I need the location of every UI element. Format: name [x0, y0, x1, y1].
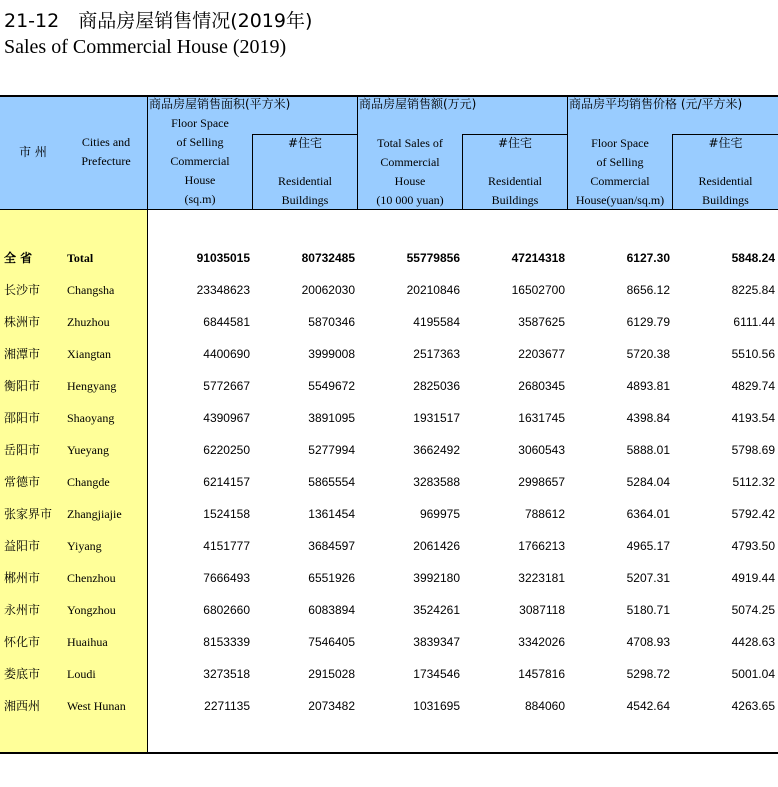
header-area-res-cn: #住宅 — [287, 136, 323, 150]
cell-sales-res: 2203677 — [518, 347, 565, 361]
cell-price-total: 5888.01 — [626, 443, 670, 457]
header-sales-res-en: Residential Buildings — [488, 174, 542, 207]
table-row — [0, 498, 778, 530]
cell-area-total: 6220250 — [203, 443, 250, 457]
row-city-cn: 张家界市 — [4, 507, 53, 521]
row-city-en: Yongzhou — [67, 603, 116, 617]
cell-area-total: 6844581 — [203, 315, 250, 329]
row-city-en: Huaihua — [67, 635, 108, 649]
cell-area-res: 6551926 — [308, 571, 355, 585]
cell-area-res: 20062030 — [301, 283, 355, 297]
cell-price-res: 5074.25 — [731, 603, 775, 617]
cell-sales-total: 3524261 — [413, 603, 460, 617]
cell-price-res: 4829.74 — [731, 379, 775, 393]
cell-area-total: 23348623 — [196, 283, 250, 297]
table-row — [0, 530, 778, 562]
cell-price-total: 5298.72 — [626, 667, 670, 681]
cell-price-res: 5112.32 — [732, 475, 775, 489]
cell-sales-total: 20210846 — [406, 283, 460, 297]
row-city-cn: 湘西州 — [4, 699, 41, 713]
row-city-cn: 湘潭市 — [4, 347, 41, 361]
row-city-en: Loudi — [67, 667, 96, 681]
cell-price-res: 4793.50 — [731, 539, 775, 553]
cell-price-res: 5792.42 — [731, 507, 775, 521]
cell-area-res: 3999008 — [308, 347, 355, 361]
table-row — [0, 562, 778, 594]
cell-sales-total: 3283588 — [413, 475, 460, 489]
cell-sales-res: 47214318 — [511, 251, 565, 265]
row-city-en: West Hunan — [67, 699, 126, 713]
cell-sales-total: 3662492 — [413, 443, 460, 457]
cell-sales-res: 3587625 — [518, 315, 565, 329]
row-city-en: Chenzhou — [67, 571, 116, 585]
header-price-res-cn: #住宅 — [708, 136, 743, 150]
cell-area-total: 7666493 — [203, 571, 250, 585]
cell-area-total: 4400690 — [203, 347, 250, 361]
cell-area-total: 6802660 — [203, 603, 250, 617]
cell-sales-res: 3060543 — [518, 443, 565, 457]
row-city-en: Zhuzhou — [67, 315, 110, 329]
cell-area-res: 5870346 — [308, 315, 355, 329]
cell-sales-total: 3992180 — [413, 571, 460, 585]
row-city-en: Xiangtan — [67, 347, 111, 361]
cell-price-res: 5510.56 — [731, 347, 775, 361]
cell-sales-total: 1931517 — [413, 411, 460, 425]
cell-price-total: 4893.81 — [626, 379, 670, 393]
cell-price-total: 5284.04 — [626, 475, 670, 489]
cell-area-res: 6083894 — [308, 603, 355, 617]
row-city-cn: 邵阳市 — [4, 411, 41, 425]
cell-price-total: 5180.71 — [626, 603, 670, 617]
cell-sales-total: 1734546 — [413, 667, 460, 681]
row-city-en: Hengyang — [67, 379, 117, 393]
table-row — [0, 626, 778, 658]
cell-price-total: 8656.12 — [626, 283, 670, 297]
cell-sales-res: 2998657 — [518, 475, 565, 489]
cell-sales-res: 3223181 — [518, 571, 565, 585]
cell-price-res: 4193.54 — [731, 411, 775, 425]
header-price-res-en: Residential Buildings — [698, 174, 753, 207]
cell-area-res: 5277994 — [308, 443, 355, 457]
cell-area-res: 1361454 — [308, 507, 355, 521]
row-city-en: Shaoyang — [67, 411, 115, 425]
header-sales-group: 商品房屋销售额(万元) — [359, 97, 477, 111]
table-row — [0, 594, 778, 626]
cell-price-total: 6127.30 — [626, 251, 670, 265]
row-city-en: Changde — [67, 475, 110, 489]
cell-sales-total: 3839347 — [413, 635, 460, 649]
table-row — [0, 658, 778, 690]
cell-area-total: 8153339 — [203, 635, 250, 649]
cell-price-total: 4398.84 — [626, 411, 670, 425]
cell-area-res: 3891095 — [308, 411, 355, 425]
row-city-cn: 全 省 — [4, 251, 33, 265]
cell-sales-total: 969975 — [419, 507, 460, 521]
cell-price-res: 4919.44 — [731, 571, 775, 585]
cell-price-res: 8225.84 — [731, 283, 775, 297]
page-title-cn: 21-12 商品房屋销售情况(2019年) — [4, 10, 313, 32]
row-city-cn: 岳阳市 — [4, 443, 41, 457]
header-sales-res-cn: #住宅 — [497, 136, 533, 150]
cell-sales-total: 55779856 — [406, 251, 460, 265]
cell-price-total: 6364.01 — [626, 507, 670, 521]
cell-price-res: 5848.24 — [731, 251, 775, 265]
row-city-en: Yueyang — [67, 443, 109, 457]
table-row — [0, 402, 778, 434]
cell-price-res: 4428.63 — [731, 635, 775, 649]
cell-area-total: 3273518 — [203, 667, 250, 681]
cell-sales-res: 3342026 — [518, 635, 565, 649]
cell-price-res: 6111.44 — [733, 315, 775, 329]
cell-sales-res: 1766213 — [518, 539, 565, 553]
cell-price-res: 5001.04 — [731, 667, 775, 681]
header-city-en: Cities and Prefecture — [81, 135, 131, 168]
cell-sales-total: 2825036 — [413, 379, 460, 393]
header-price-total: Floor Space of Selling Commercial House(yuan/sq.m) — [575, 136, 665, 207]
row-city-cn: 益阳市 — [4, 539, 41, 553]
header-sales-total: Total Sales of Commercial House (10 000 yuan) — [376, 136, 444, 207]
cell-sales-total: 2517363 — [413, 347, 460, 361]
cell-sales-res: 788612 — [524, 507, 565, 521]
table-bottom-rule — [0, 752, 778, 754]
table-row — [0, 242, 778, 274]
cell-area-total: 91035015 — [196, 251, 250, 265]
cell-price-total: 4708.93 — [626, 635, 670, 649]
row-city-cn: 常德市 — [4, 475, 41, 489]
cell-sales-res: 2680345 — [518, 379, 565, 393]
header-area-group: 商品房屋销售面积(平方米) — [149, 97, 291, 111]
table-row — [0, 274, 778, 306]
cell-area-res: 7546405 — [308, 635, 355, 649]
header-price-group: 商品房平均销售价格 (元/平方米) — [569, 97, 743, 111]
cell-area-res: 5865554 — [308, 475, 355, 489]
cell-sales-res: 1457816 — [518, 667, 565, 681]
header-city-cn: 市 州 — [19, 145, 47, 159]
cell-sales-res: 3087118 — [519, 603, 565, 617]
cell-area-total: 4151777 — [203, 539, 250, 553]
row-city-cn: 长沙市 — [4, 283, 41, 297]
row-city-cn: 株洲市 — [4, 315, 41, 329]
cell-sales-res: 16502700 — [511, 283, 565, 297]
table-row — [0, 690, 778, 722]
cell-area-total: 6214157 — [203, 475, 250, 489]
cell-sales-total: 1031695 — [413, 699, 460, 713]
cell-area-total: 5772667 — [203, 379, 250, 393]
cell-sales-res: 1631745 — [518, 411, 565, 425]
cell-price-total: 4965.17 — [626, 539, 670, 553]
row-city-cn: 郴州市 — [4, 571, 41, 585]
table-row — [0, 370, 778, 402]
cell-price-total: 5207.31 — [626, 571, 670, 585]
cell-price-total: 4542.64 — [626, 699, 670, 713]
row-city-cn: 衡阳市 — [4, 379, 41, 393]
cell-area-total: 1524158 — [203, 507, 250, 521]
cell-price-res: 5798.69 — [731, 443, 775, 457]
header-area-total: Floor Space of Selling Commercial House (sq.m) — [170, 116, 230, 206]
cell-area-total: 4390967 — [203, 411, 250, 425]
row-city-cn: 永州市 — [4, 603, 41, 617]
cell-price-res: 4263.65 — [731, 699, 775, 713]
table-row — [0, 466, 778, 498]
cell-price-total: 5720.38 — [626, 347, 670, 361]
cell-area-res: 3684597 — [308, 539, 355, 553]
row-city-cn: 怀化市 — [4, 635, 41, 649]
data-table — [0, 95, 778, 754]
cell-area-res: 80732485 — [301, 251, 355, 265]
row-city-en: Yiyang — [67, 539, 102, 553]
cell-area-res: 2073482 — [308, 699, 355, 713]
row-city-en: Zhangjiajie — [67, 507, 122, 521]
table-row — [0, 434, 778, 466]
cell-area-res: 2915028 — [308, 667, 355, 681]
cell-sales-res: 884060 — [524, 699, 565, 713]
table-row — [0, 306, 778, 338]
cell-area-total: 2271135 — [204, 699, 250, 713]
cell-area-res: 5549672 — [308, 379, 355, 393]
cell-price-total: 6129.79 — [626, 315, 670, 329]
header-area-res-en: Residential Buildings — [278, 174, 332, 207]
row-city-cn: 娄底市 — [4, 667, 41, 681]
cell-sales-total: 4195584 — [413, 315, 460, 329]
page-title-en: Sales of Commercial House (2019) — [4, 36, 287, 58]
table-row — [0, 338, 778, 370]
cell-sales-total: 2061426 — [413, 539, 460, 553]
row-city-en: Total — [67, 251, 94, 265]
row-city-en: Changsha — [67, 283, 115, 297]
